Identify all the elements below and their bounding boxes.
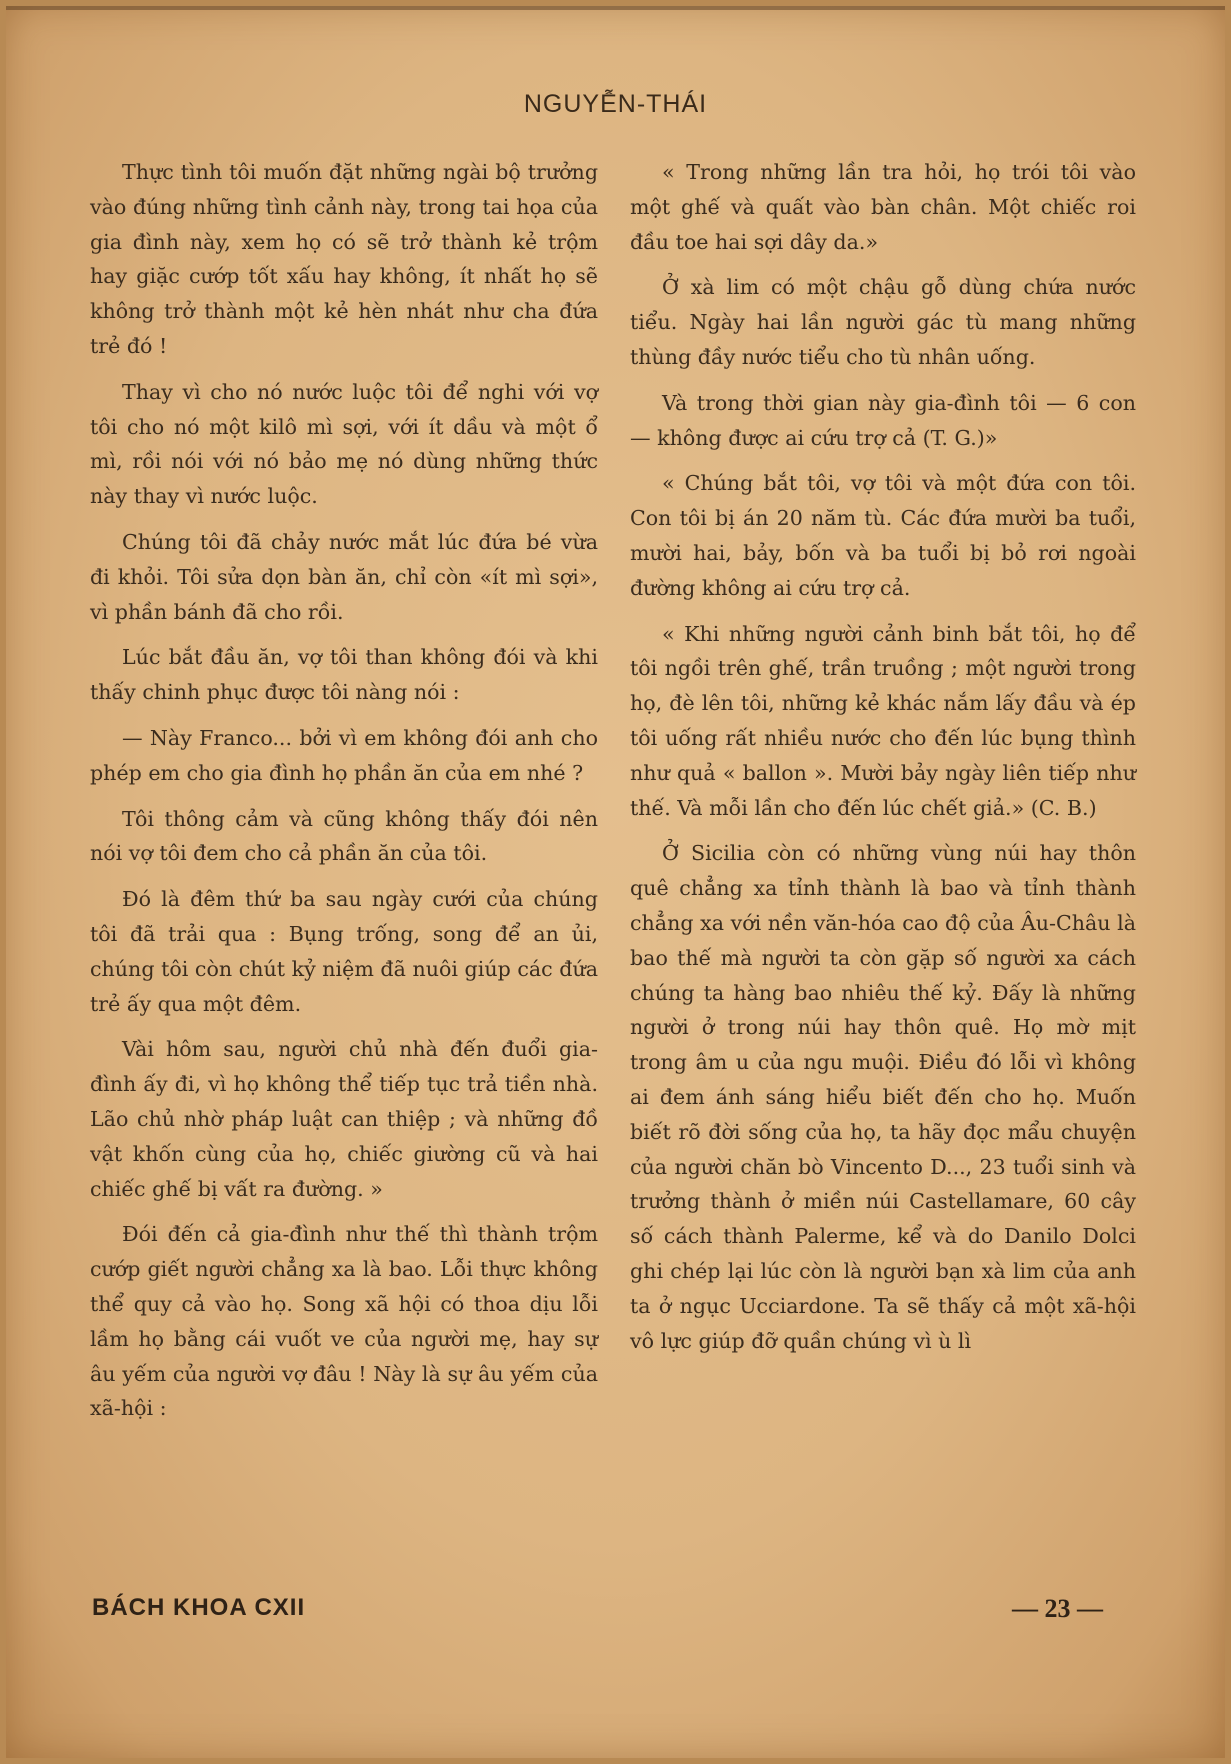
- paragraph: Lúc bắt đầu ăn, vợ tôi than không đói và khi thấy chinh phục được tôi nàng nói :: [90, 645, 598, 705]
- paragraph: Và trong thời gian này gia-đình tôi — 6 con — không được ai cứu trợ cả (T. G.)»: [630, 390, 1136, 450]
- paragraph: Chúng tôi đã chảy nước mắt lúc đứa bé vừa đi khỏi. Tôi sửa dọn bàn ăn, chỉ còn «ít mì sợi», vì phần bánh đã cho rồi.: [90, 529, 598, 624]
- page-edge: [6, 6, 1225, 10]
- paragraph: « Trong những lần tra hỏi, họ trói tôi vào một ghế và quất vào bàn chân. Một chiếc roi đầu toe hai sợi dây da.»: [630, 160, 1136, 254]
- paragraph: Vài hôm sau, người chủ nhà đến đuổi gia-đình ấy đi, vì họ không thể tiếp tục trả tiền nhà. Lão chủ nhờ pháp luật can thiệp ; và những đồ vật khốn cùng của họ, chiếc giường cũ và hai chiếc ghế bị vất ra đường. »: [90, 1037, 598, 1201]
- paragraph: — Này Franco... bởi vì em không đói anh cho phép em cho gia đình họ phần ăn của em nhé ?: [90, 725, 598, 785]
- publication-footer: BÁCH KHOA CXII: [92, 1594, 306, 1621]
- page-number: — 23 —: [1012, 1594, 1103, 1623]
- paragraph: Đói đến cả gia-đình như thế thì thành trộm cướp giết người chẳng xa là bao. Lỗi thực không thể quy cả vào họ. Song xã hội có thoa dịu lỗi lầm họ bằng cái vuốt ve của người mẹ, hay sự âu yếm của người vợ đâu ! Này là sự âu yếm của xã-hội :: [90, 1222, 598, 1421]
- running-header: NGUYỄN-THÁI: [523, 90, 708, 118]
- paragraph: Thay vì cho nó nước luộc tôi để nghi với vợ tôi cho nó một kilô mì sợi, với ít dầu và một ổ mì, rồi nói với nó bảo mẹ nó dùng những thức này thay vì nước luộc.: [90, 379, 598, 509]
- left-column: [90, 155, 598, 1437]
- paragraph: Thực tình tôi muốn đặt những ngài bộ trưởng vào đúng những tình cảnh này, trong tai họa của gia đình này, xem họ có sẽ trở thành kẻ trộm hay giặc cướp tốt xấu hay không, ít nhất họ sẽ không trở thành một kẻ hèn nhát như cha đứa trẻ đó !: [90, 160, 598, 358]
- paragraph: Ở Sicilia còn có những vùng núi hay thôn quê chẳng xa tỉnh thành là bao và tỉnh thành chẳng xa với nền văn-hóa cao độ của Âu-Châu là bao thế mà người ta còn gặp số người xa cách chúng ta hàng bao nhiêu thế kỷ. Đấy là những người ở trong núi hay thôn quê. Họ mờ mịt trong âm u của ngu muội. Điều đó lỗi vì không ai đem ánh sáng hiểu biết đến cho họ. Muốn biết rõ đời sống của họ, ta hãy đọc mẩu chuyện của người chăn bò Vincento D..., 23 tuổi sinh và trưởng thành ở miền núi Castellamare, 60 cây số cách thành Palerme, kể và do Danilo Dolci ghi chép lại lúc còn là người bạn xà lim của anh ta ở ngục Ucciardone. Ta sẽ thấy cả một xã-hội vô lực giúp đỡ quần chúng vì ù lì: [630, 841, 1136, 1353]
- paragraph: Ở xà lim có một chậu gỗ dùng chứa nước tiểu. Ngày hai lần người gác tù mang những thùng đầy nước tiểu cho tù nhân uống.: [630, 275, 1136, 369]
- paragraph: Tôi thông cảm và cũng không thấy đói nên nói vợ tôi đem cho cả phần ăn của tôi.: [90, 806, 598, 866]
- paragraph: Đó là đêm thứ ba sau ngày cưới của chúng tôi đã trải qua : Bụng trống, song để an ủi, chúng tôi còn chút kỷ niệm đã nuôi giúp các đứa trẻ ấy qua một đêm.: [90, 887, 598, 1016]
- paragraph: « Chúng bắt tôi, vợ tôi và một đứa con tôi. Con tôi bị án 20 năm tù. Các đứa mười ba tuổi, mười hai, bảy, bốn và ba tuổi bị bỏ rơi ngoài đường không ai cứu trợ cả.: [630, 471, 1136, 600]
- paragraph: « Khi những người cảnh binh bắt tôi, họ để tôi ngồi trên ghế, trần truồng ; một người trong họ, đè lên tôi, những kẻ khác nắm lấy đầu và ép tôi uống rất nhiều nước cho đến lúc bụng thình như quả « ballon ». Mười bảy ngày liên tiếp như thế. Và mỗi lần cho đến lúc chết giả.» (C. B.): [630, 621, 1136, 820]
- right-column: [630, 155, 1136, 1369]
